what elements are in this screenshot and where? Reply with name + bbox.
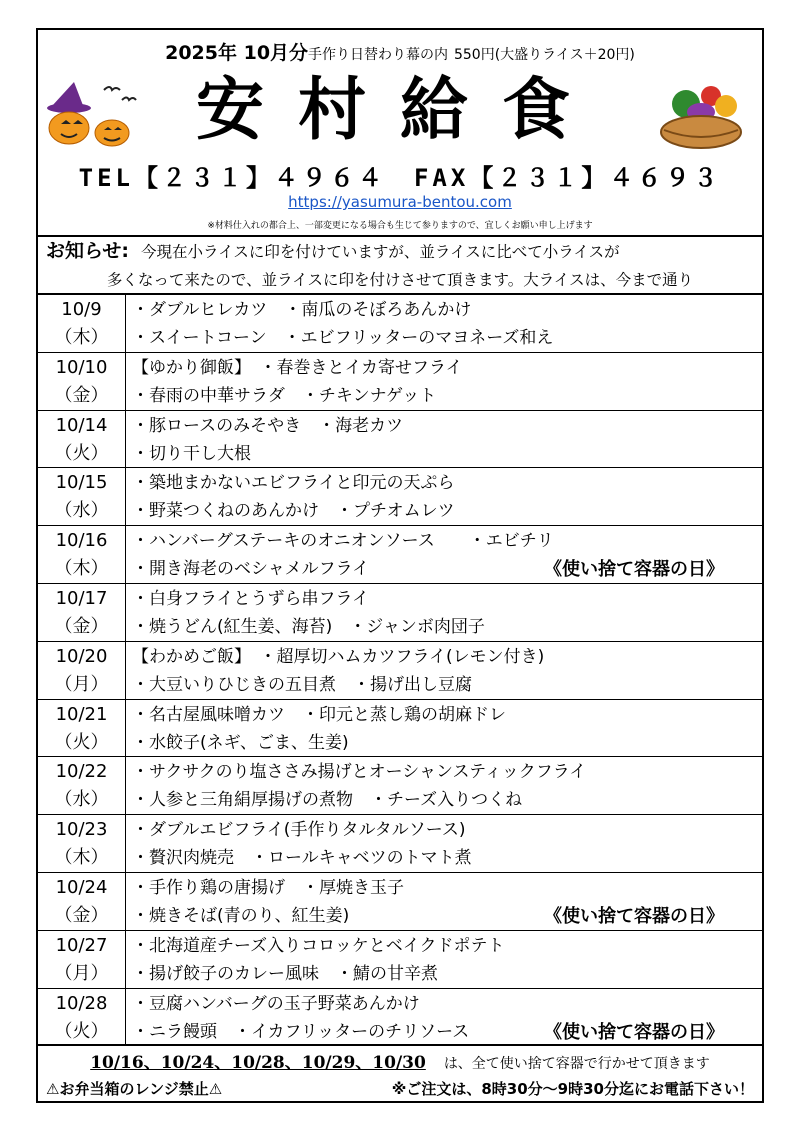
row-date-cell: [38, 873, 126, 930]
table-row: [38, 584, 762, 642]
microwave-warning: ⚠お弁当箱のレンジ禁止⚠: [46, 1080, 223, 1098]
menu-line-2: ・ニラ饅頭 ・イカフリッターのチリソース: [132, 1021, 470, 1042]
menu-line-1: ・ダブルエビフライ(手作りタルタルソース): [132, 820, 466, 841]
table-row: [38, 411, 762, 469]
menu-line-1: ・手作り鶏の唐揚げ ・厚焼き玉子: [132, 877, 404, 898]
disposable-day-tag: 《使い捨て容器の日》: [544, 1021, 724, 1043]
menu-line-2: ・大豆いりひじきの五目煮 ・揚げ出し豆腐: [132, 674, 472, 695]
row-date-cell: [38, 295, 126, 352]
menu-line-2: ・切り干し大根: [132, 443, 251, 464]
row-menu: [132, 296, 758, 352]
menu-line-1: ・ハンバーグステーキのオニオンソース ・エビチリ: [132, 531, 554, 552]
menu-line-1: ・白身フライとうずら串フライ: [132, 588, 369, 609]
row-date: 10/22: [55, 761, 108, 783]
table-row: [38, 815, 762, 873]
menu-line-2: ・開き海老のベシャメルフライ: [132, 559, 370, 580]
row-menu: [132, 758, 758, 814]
row-date: 10/10: [55, 356, 108, 378]
menu-sheet: [36, 28, 764, 1103]
row-day: （月）: [54, 673, 109, 695]
row-menu: [132, 701, 758, 757]
row-date: 10/14: [55, 414, 108, 436]
row-menu: [132, 412, 758, 468]
row-day: （火）: [54, 442, 109, 464]
row-menu: [132, 816, 758, 872]
row-day: （金）: [54, 904, 109, 926]
row-date: 10/24: [55, 876, 108, 898]
row-menu: [132, 354, 758, 410]
notice-small: ※材料仕入れの都合上、一部変更になる場合も生じて参りますので、宜しくお願い申し上げます: [207, 221, 593, 231]
menu-line-2: ・スイートコーン ・エビフリッターのマヨネーズ和え: [132, 328, 554, 348]
menu-line-1: ・サクサクのり塩ささみ揚げとオーシャンスティックフライ: [132, 762, 587, 783]
row-date: 10/21: [55, 703, 108, 725]
menu-line-2: ・揚げ餃子のカレー風味 ・鯖の甘辛煮: [132, 963, 438, 984]
row-date-cell: [38, 468, 126, 525]
table-row: [38, 468, 762, 526]
table-row: [38, 642, 762, 700]
table-row: [38, 353, 762, 411]
menu-line-2: ・野菜つくねのあんかけ ・プチオムレツ: [132, 501, 455, 522]
footer-dates-line: [38, 1048, 762, 1073]
subtitle: 手作り日替わり幕の内: [308, 47, 449, 63]
row-date-cell: [38, 815, 126, 872]
row-day: （月）: [54, 962, 109, 984]
website-link[interactable]: https://yasumura-bentou.com: [288, 193, 512, 211]
row-date-cell: [38, 353, 126, 410]
menu-line-1: ・築地まかないエビフライと印元の天ぷら: [132, 473, 455, 494]
row-menu: [132, 469, 758, 525]
row-menu: [132, 643, 758, 699]
order-hours: ※ご注文は、8時30分～9時30分迄にお電話下さい！: [391, 1080, 754, 1098]
row-date-cell: [38, 584, 126, 641]
tel-fax: TEL【２３１】４９６４ FAX【２３１】４６９３: [78, 164, 722, 192]
disposable-day-tag: 《使い捨て容器の日》: [544, 905, 724, 927]
announcement-label: お知らせ:: [46, 240, 130, 262]
row-date: 10/28: [55, 992, 108, 1014]
footer-line: [46, 1078, 754, 1099]
row-date-cell: [38, 931, 126, 988]
row-menu: [132, 585, 758, 641]
menu-line-1: ・豆腐ハンバーグの玉子野菜あんかけ: [132, 993, 420, 1014]
menu-line-1: ・北海道産チーズ入りコロッケとベイクドポテト: [132, 935, 505, 956]
menu-line-2: ・贅沢肉焼売 ・ロールキャベツのトマト煮: [132, 848, 472, 869]
menu-line-1: 【ゆかり御飯】 ・春巻きとイカ寄せフライ: [132, 357, 463, 378]
disposable-note: は、全て使い捨て容器で行かせて頂きます: [443, 1056, 710, 1072]
menu-line-2: ・人参と三角絹厚揚げの煮物 ・チーズ入りつくね: [132, 790, 523, 811]
menu-line-1: 【わかめご飯】 ・超厚切ハムカツフライ(レモン付き): [132, 646, 545, 667]
shop-title: 安村給食: [195, 70, 604, 150]
vegetable-basket-icon: [656, 74, 746, 154]
row-day: （木）: [54, 558, 109, 580]
announcement: [38, 235, 762, 295]
menu-line-1: ・豚ロースのみそやき ・海老カツ: [132, 415, 404, 436]
table-row: [38, 526, 762, 584]
price: 550円(大盛りライス＋20円): [453, 47, 635, 63]
header-line: [38, 38, 762, 65]
menu-line-1: ・ダブルヒレカツ ・南瓜のそぼろあんかけ: [132, 300, 472, 320]
row-day: （木）: [54, 327, 109, 348]
row-day: （金）: [54, 615, 109, 637]
row-date-cell: [38, 411, 126, 468]
table-row: [38, 931, 762, 989]
row-date: 10/17: [55, 587, 108, 609]
announcement-line1: 今現在小ライスに印を付けていますが、並ライスに比べて小ライスが: [141, 243, 620, 261]
table-row: [38, 757, 762, 815]
row-day: （火）: [54, 1020, 109, 1042]
menu-line-2: ・焼うどん(紅生姜、海苔) ・ジャンボ肉団子: [132, 616, 485, 637]
disposable-dates: 10/16、10/24、10/28、10/29、10/30: [90, 1053, 426, 1073]
row-menu: [132, 932, 758, 988]
menu-line-2: ・焼きそば(青のり、紅生姜): [132, 905, 350, 926]
row-date-cell: [38, 526, 126, 583]
table-row: [38, 700, 762, 758]
row-date-cell: [38, 989, 126, 1045]
row-date: 10/23: [55, 819, 108, 841]
menu-line-2: ・水餃子(ネギ、ごま、生姜): [132, 732, 349, 753]
row-day: （火）: [54, 731, 109, 753]
announcement-line2: 多くなって来たので、並ライスに印を付けさせて頂きます。大ライスは、今まで通り: [106, 271, 694, 289]
row-day: （水）: [54, 789, 109, 811]
table-row: [38, 295, 762, 353]
row-date-cell: [38, 700, 126, 757]
menu-line-1: ・名古屋風味噌カツ ・印元と蒸し鶏の胡麻ドレ: [132, 704, 506, 725]
menu-table: [38, 295, 762, 1046]
row-date: 10/16: [55, 530, 108, 552]
menu-line-2: ・春雨の中華サラダ ・チキンナゲット: [132, 385, 437, 406]
year-month: 2025年 10月分: [165, 42, 309, 64]
row-date: 10/9: [61, 299, 102, 320]
row-date-cell: [38, 757, 126, 814]
row-day: （水）: [54, 500, 109, 522]
table-row: [38, 989, 762, 1047]
row-date-cell: [38, 642, 126, 699]
row-day: （木）: [54, 847, 109, 869]
row-date: 10/20: [55, 645, 108, 667]
table-row: [38, 873, 762, 931]
row-day: （金）: [54, 384, 109, 406]
disposable-day-tag: 《使い捨て容器の日》: [544, 559, 724, 581]
row-date: 10/27: [55, 934, 108, 956]
row-date: 10/15: [55, 472, 108, 494]
